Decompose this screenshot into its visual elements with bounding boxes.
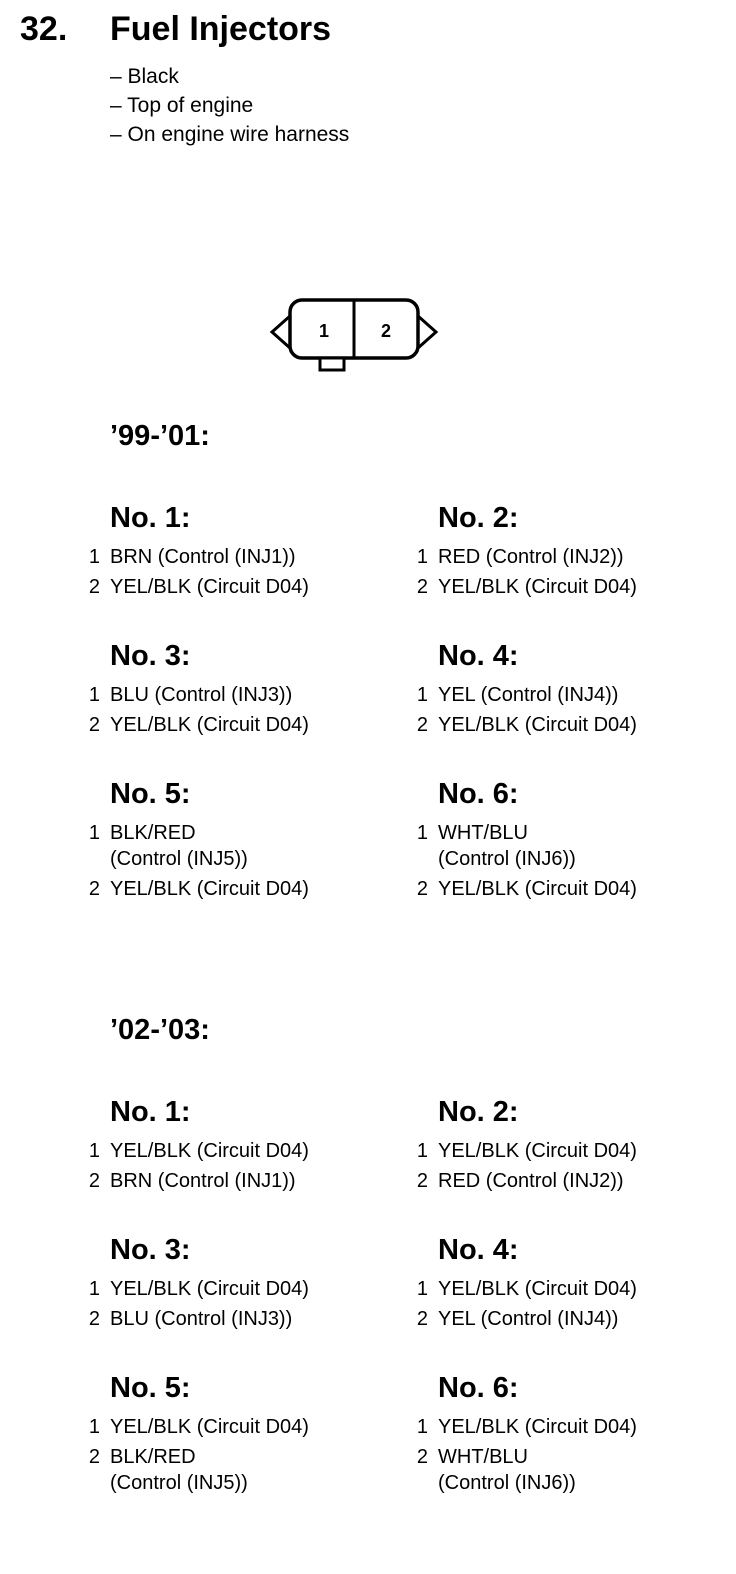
pin-row [86,712,309,738]
pin-number: 2 [88,1170,100,1192]
pin-row [414,1414,637,1440]
wire-description: YEL/BLK (Circuit D04) [438,878,637,900]
pin-list [86,1138,309,1198]
connector-key [320,358,344,370]
connector-left-latch [272,316,290,348]
note-location: – Top of engine [110,94,254,117]
pin-number: 2 [88,1446,100,1468]
pin-list [414,1138,637,1198]
wire-description: YEL/BLK (Circuit D04) [438,714,637,736]
note-harness: – On engine wire harness [110,123,350,146]
pin-list [86,1276,309,1336]
year-range-title: ’02-’03: [110,1014,210,1046]
pin-number: 1 [88,822,100,844]
pin-number: 1 [416,1278,428,1300]
pin-number: 1 [88,684,100,706]
connector-right-latch [418,316,436,348]
pin-row [86,682,309,708]
pin-list [86,820,309,906]
wire-description: BRN (Control (INJ1)) [110,1170,296,1192]
wire-description: BLK/RED [110,1446,196,1468]
pin-list [86,544,309,604]
pin-number: 2 [88,1308,100,1330]
wire-description: (Control (INJ5)) [110,848,248,870]
wire-description: RED (Control (INJ2)) [438,546,624,568]
pin-row [86,1138,309,1164]
pin-row [414,544,637,570]
year-section [0,1014,736,1574]
pin-number: 1 [88,546,100,568]
wire-description: BLK/RED [110,822,196,844]
wire-description: YEL/BLK (Circuit D04) [110,878,309,900]
injector-title: No. 6: [438,1372,519,1404]
pin-number: 2 [416,1308,428,1330]
wire-description: BLU (Control (INJ3)) [110,684,293,706]
pin-row [414,820,637,872]
connector-pin-2: 2 [380,321,392,341]
pin-list [414,820,637,906]
pin-row [414,1444,637,1496]
wire-description: YEL/BLK (Circuit D04) [110,714,309,736]
injector-title: No. 1: [110,1096,191,1128]
pin-number: 1 [88,1140,100,1162]
pin-row [86,1276,309,1302]
injector-title: No. 4: [438,1234,519,1266]
pin-row [86,876,309,902]
pin-row [86,820,309,872]
pin-number: 1 [416,684,428,706]
year-range-title: ’99-’01: [110,420,210,452]
injector-title: No. 6: [438,778,519,810]
pin-number: 2 [416,576,428,598]
wire-description: YEL (Control (INJ4)) [438,1308,619,1330]
pin-row [86,544,309,570]
injector-title: No. 5: [110,778,191,810]
wire-description: BLU (Control (INJ3)) [110,1308,293,1330]
pin-number: 1 [416,1416,428,1438]
pin-number: 1 [88,1416,100,1438]
wire-description: YEL/BLK (Circuit D04) [110,576,309,598]
injector-title: No. 3: [110,640,191,672]
note-color: – Black [110,65,179,88]
pin-number: 2 [88,576,100,598]
wire-description: YEL/BLK (Circuit D04) [438,1278,637,1300]
wire-description: (Control (INJ5)) [110,1472,248,1494]
pin-row [414,876,637,902]
pin-number: 2 [416,1170,428,1192]
wire-description: YEL/BLK (Circuit D04) [438,1140,637,1162]
wire-description: YEL/BLK (Circuit D04) [438,576,637,598]
connector-pin-1: 1 [318,321,330,341]
wire-description: (Control (INJ6)) [438,848,576,870]
pin-row [86,1168,309,1194]
pin-list [86,682,309,742]
pin-row [414,1168,637,1194]
pin-number: 1 [416,546,428,568]
pin-row [86,1306,309,1332]
pin-list [414,1276,637,1336]
pin-number: 2 [88,714,100,736]
pin-row [414,682,637,708]
wire-description: YEL/BLK (Circuit D04) [110,1278,309,1300]
pin-row [414,1306,637,1332]
pin-list [414,682,637,742]
wire-description: WHT/BLU [438,822,528,844]
pin-row [414,574,637,600]
pin-row [414,712,637,738]
pin-list [86,1414,309,1500]
pin-number: 2 [416,878,428,900]
wire-description: BRN (Control (INJ1)) [110,546,296,568]
component-number: 32. [20,10,68,48]
component-title: Fuel Injectors [110,10,332,48]
pin-number: 1 [416,1140,428,1162]
pin-number: 1 [416,822,428,844]
pin-number: 2 [416,714,428,736]
injector-title: No. 1: [110,502,191,534]
injector-title: No. 5: [110,1372,191,1404]
pin-list [414,1414,637,1500]
pin-row [86,1444,309,1496]
injector-title: No. 4: [438,640,519,672]
wire-description: WHT/BLU [438,1446,528,1468]
wire-description: RED (Control (INJ2)) [438,1170,624,1192]
connector-diagram [268,296,440,374]
injector-title: No. 3: [110,1234,191,1266]
pin-row [86,1414,309,1440]
pin-list [414,544,637,604]
component-notes [110,62,349,149]
wire-description: YEL/BLK (Circuit D04) [110,1416,309,1438]
pin-number: 1 [88,1278,100,1300]
wire-description: (Control (INJ6)) [438,1472,576,1494]
pin-row [414,1138,637,1164]
wire-description: YEL/BLK (Circuit D04) [110,1140,309,1162]
pin-row [414,1276,637,1302]
pin-row [86,574,309,600]
pin-number: 2 [416,1446,428,1468]
wire-description: YEL (Control (INJ4)) [438,684,619,706]
pin-number: 2 [88,878,100,900]
year-section [0,420,736,980]
injector-title: No. 2: [438,502,519,534]
wire-description: YEL/BLK (Circuit D04) [438,1416,637,1438]
injector-title: No. 2: [438,1096,519,1128]
